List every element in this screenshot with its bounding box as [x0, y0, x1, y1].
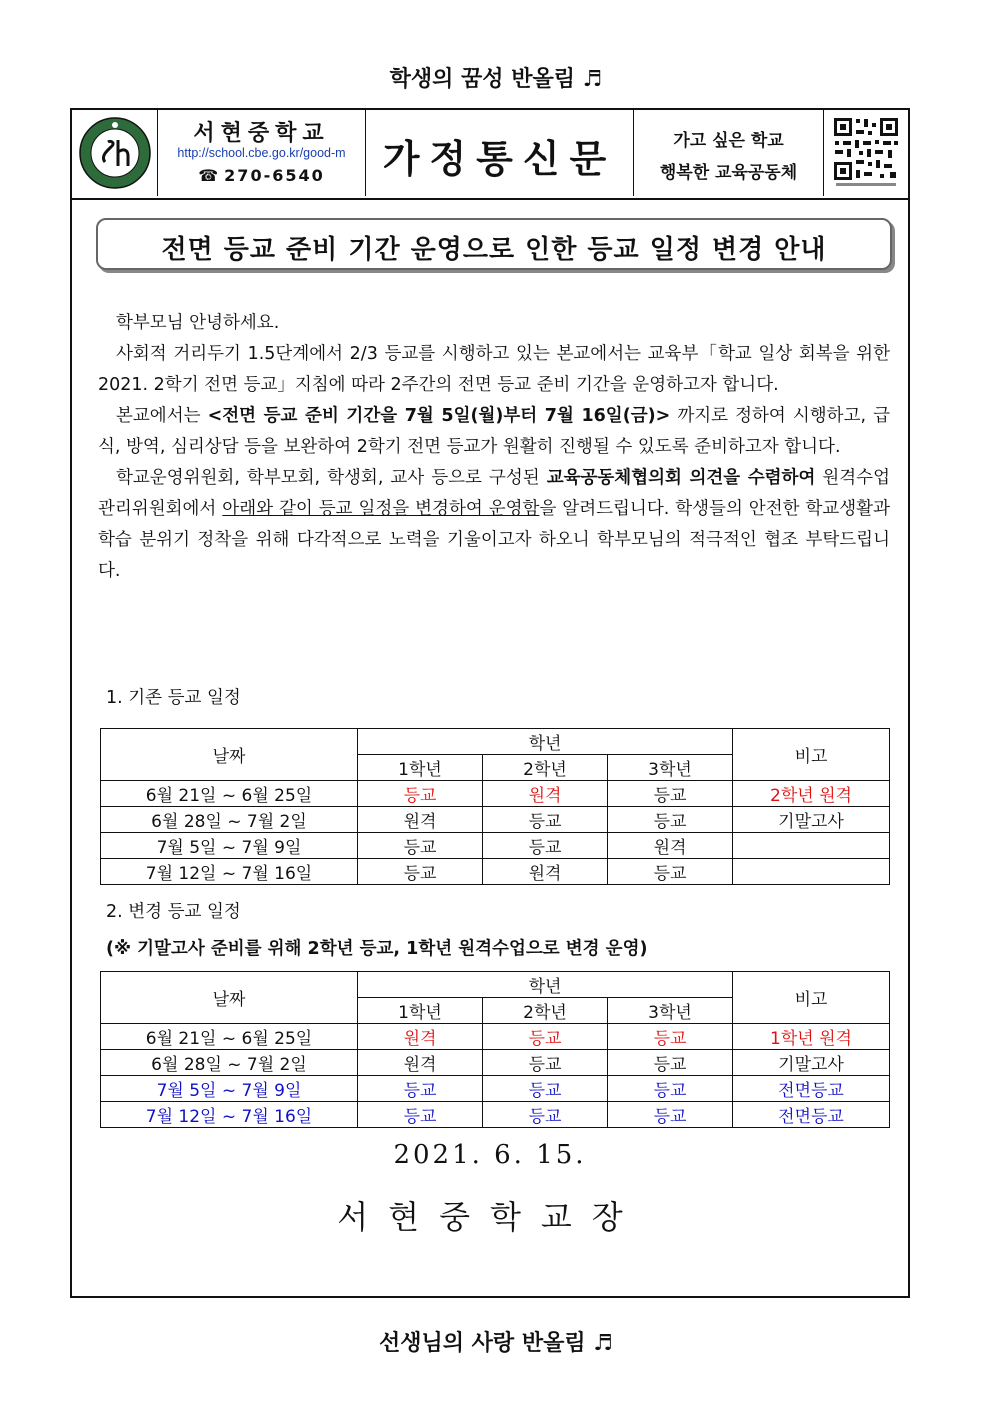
- title-cell: [366, 110, 634, 196]
- cell-note: 2학년 원격: [733, 781, 890, 807]
- header-grade-2: 2학년: [483, 755, 608, 781]
- cell-date: 7월 12일 ~ 7월 16일: [101, 1102, 358, 1128]
- school-name: 서현중학교: [193, 121, 330, 146]
- school-phone: [158, 166, 365, 185]
- school-info-cell: [158, 110, 366, 196]
- cell-grade-3: 등교: [608, 807, 733, 833]
- p3-text-a: 학교운영위원회, 학부모회, 학생회, 교사 등으로 구성된: [116, 468, 547, 488]
- cell-note: 기말고사: [733, 807, 890, 833]
- cell-grade-2: 등교: [483, 1102, 608, 1128]
- header-grade-2: 2학년: [483, 998, 608, 1024]
- p3-text-c: 을 알려드립니다. 학생들의 안전한 학교생활과 학습 분위기 정착을 위해 다각적으로 노력을 기울이고자 하오니 학부모님의 적극적인 협조 부탁드립니다.: [98, 499, 890, 581]
- cell-grade-3: 등교: [608, 1024, 733, 1050]
- section-2-title: 2. 변경 등교 일정: [106, 902, 241, 922]
- table-row: [101, 859, 890, 885]
- cell-date: 7월 5일 ~ 7월 9일: [101, 1076, 358, 1102]
- cell-grade-1: 등교: [358, 859, 483, 885]
- cell-note: 기말고사: [733, 1050, 890, 1076]
- cell-note: [733, 833, 890, 859]
- motto-cell: [634, 110, 824, 196]
- section-1-title: 1. 기존 등교 일정: [106, 688, 241, 708]
- table-row: [101, 833, 890, 859]
- cell-grade-2: 원격: [483, 859, 608, 885]
- header-grade-3: 3학년: [608, 755, 733, 781]
- cell-grade-1: 등교: [358, 781, 483, 807]
- p2-text-b: 까지로 정하여 시행하고, 급식, 방역, 심리상담 등을 보완하여 2학기 전면 등교가 원활히 진행될 수 있도록 준비하고자 합니다.: [98, 406, 890, 457]
- issue-date: 2021. 6. 15.: [393, 1140, 587, 1170]
- qr-code-icon[interactable]: [832, 116, 900, 188]
- cell-grade-2: 등교: [483, 833, 608, 859]
- school-logo-icon: [78, 116, 152, 190]
- table-row: [101, 781, 890, 807]
- cell-grade-1: 등교: [358, 1102, 483, 1128]
- table-row: [101, 1102, 890, 1128]
- greeting: 학부모님 안녕하세요.: [116, 313, 280, 333]
- header-grade: 학년: [358, 972, 733, 998]
- section-2-note: (※ 기말고사 준비를 위해 2학년 등교, 1학년 원격수업으로 변경 운영): [106, 939, 648, 959]
- cell-grade-1: 등교: [358, 1076, 483, 1102]
- table-row: [101, 1076, 890, 1102]
- p2-bold: <전면 등교 준비 기간을 7월 5일(월)부터 7월 16일(금)>: [207, 406, 671, 426]
- notice-title: 전면 등교 준비 기간 운영으로 인한 등교 일정 변경 안내: [161, 235, 827, 265]
- header-grade-1: 1학년: [358, 998, 483, 1024]
- newsletter-frame: [70, 108, 910, 1298]
- phone-number: 270-6540: [224, 166, 325, 185]
- bottom-slogan: 선생님의 사랑 반올림 ♬: [379, 1331, 613, 1356]
- table-row: [101, 807, 890, 833]
- header-date: 날짜: [101, 972, 358, 1024]
- cell-grade-2: 등교: [483, 1024, 608, 1050]
- header-grade-3: 3학년: [608, 998, 733, 1024]
- table-row: [101, 1024, 890, 1050]
- header-date: 날짜: [101, 729, 358, 781]
- header-note: 비고: [733, 729, 890, 781]
- motto-line-2: 행복한 교육공동체: [659, 163, 798, 183]
- table-row: [101, 1050, 890, 1076]
- body-paragraph-2: [98, 401, 890, 463]
- original-schedule-table: [100, 728, 890, 885]
- school-url-link[interactable]: http://school.cbe.go.kr/good-m: [177, 146, 346, 160]
- cell-note: [733, 859, 890, 885]
- changed-schedule-table: [100, 971, 890, 1128]
- cell-grade-3: 등교: [608, 781, 733, 807]
- body-paragraph-3: [98, 463, 890, 587]
- cell-grade-3: 등교: [608, 1076, 733, 1102]
- cell-grade-1: 원격: [358, 1050, 483, 1076]
- cell-grade-2: 등교: [483, 1050, 608, 1076]
- cell-note: 1학년 원격: [733, 1024, 890, 1050]
- cell-grade-1: 등교: [358, 833, 483, 859]
- cell-grade-1: 원격: [358, 807, 483, 833]
- doc-title: 가정통신문: [382, 137, 617, 181]
- notice-title-box: [96, 218, 892, 270]
- top-slogan: 학생의 꿈성 반올림 ♬: [389, 67, 603, 92]
- cell-grade-1: 원격: [358, 1024, 483, 1050]
- cell-date: 6월 21일 ~ 6월 25일: [101, 1024, 358, 1050]
- cell-grade-3: 등교: [608, 1102, 733, 1128]
- qr-cell: [824, 110, 908, 196]
- p3-underline: 아래와 같이 등교 일정을 변경하여 운영함: [222, 499, 540, 519]
- cell-date: 7월 5일 ~ 7월 9일: [101, 833, 358, 859]
- cell-date: 7월 12일 ~ 7월 16일: [101, 859, 358, 885]
- phone-icon: ☎: [198, 166, 221, 185]
- cell-grade-3: 원격: [608, 833, 733, 859]
- header: [72, 110, 908, 200]
- cell-date: 6월 28일 ~ 7월 2일: [101, 807, 358, 833]
- signer: 서현중학교장: [337, 1198, 643, 1236]
- cell-date: 6월 21일 ~ 6월 25일: [101, 781, 358, 807]
- body-text: [98, 308, 890, 587]
- logo-cell: [72, 110, 158, 196]
- header-note: 비고: [733, 972, 890, 1024]
- cell-grade-2: 등교: [483, 1076, 608, 1102]
- cell-date: 6월 28일 ~ 7월 2일: [101, 1050, 358, 1076]
- cell-grade-2: 등교: [483, 807, 608, 833]
- motto-line-1: 가고 싶은 학교: [673, 131, 784, 151]
- p2-text-a: 본교에서는: [116, 406, 208, 426]
- p3-text-b: 원격수업관리위원회에서: [98, 468, 890, 519]
- body-paragraph-1: 사회적 거리두기 1.5단계에서 2/3 등교를 시행하고 있는 본교에서는 교육부「학교 일상 회복을 위한 2021. 2학기 전면 등교」지침에 따라 2주간의 전면 등교 준비 기간을 운영하고자 합니다.: [98, 344, 890, 395]
- p3-bold: 교육공동체협의회 의견을 수렴하여: [546, 468, 816, 488]
- cell-note: 전면등교: [733, 1076, 890, 1102]
- cell-grade-3: 등교: [608, 859, 733, 885]
- cell-grade-2: 원격: [483, 781, 608, 807]
- header-grade-1: 1학년: [358, 755, 483, 781]
- header-grade: 학년: [358, 729, 733, 755]
- cell-note: 전면등교: [733, 1102, 890, 1128]
- cell-grade-3: 등교: [608, 1050, 733, 1076]
